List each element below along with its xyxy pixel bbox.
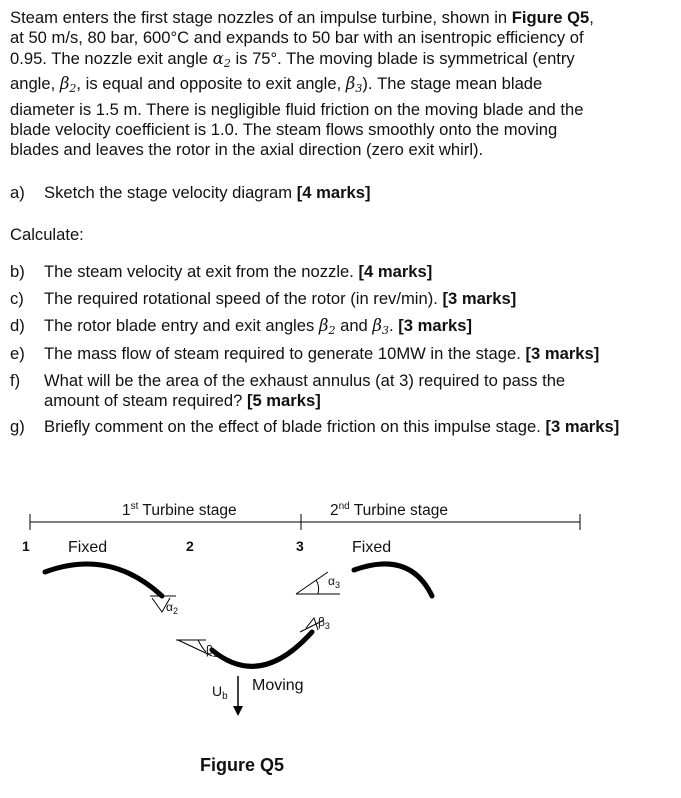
station-3: 3 (296, 538, 304, 554)
station-2: 2 (186, 538, 194, 554)
question-a: a) Sketch the stage velocity diagram [4 marks] (10, 183, 371, 202)
alpha3-label: $\alpha_3$ (328, 574, 340, 590)
question-b: b) The steam velocity at exit from the nozzle. [4 marks] (10, 262, 433, 281)
figure-reference: Figure Q5 (511, 8, 590, 27)
alpha3-line (296, 572, 328, 594)
question-d: d) The rotor blade entry and exit angles $\beta_2$ and $\beta_3$. [3 marks] (10, 316, 473, 337)
nozzle-blade-1 (45, 564, 162, 596)
arrow-head-icon (233, 706, 243, 716)
question-g: g) Briefly comment on the effect of blade friction on this impulse stage. [3 marks] (10, 417, 620, 436)
station-1: 1 (22, 538, 30, 554)
stage-2-label: 2nd Turbine stage (330, 501, 448, 519)
nozzle-blade-2 (354, 564, 432, 596)
moving-label: Moving (252, 677, 304, 694)
question-e: e) The mass flow of steam required to generate 10MW in the stage. [3 marks] (10, 344, 600, 363)
calculate-heading: Calculate: (10, 225, 84, 244)
figure-caption: Figure Q5 (200, 755, 285, 775)
beta2-symbol: $\beta_2$ (59, 74, 77, 96)
question-c: c) The required rotational speed of the rotor (in rev/min). [3 marks] (10, 289, 517, 308)
stage-1-label: 1st Turbine stage (122, 501, 237, 519)
alpha2-symbol: $\alpha_2$ (212, 48, 231, 70)
beta3-symbol: $\beta_3$ (372, 316, 389, 337)
alpha3-arc (316, 580, 319, 594)
fixed-label-1: Fixed (68, 539, 108, 556)
ub-label: $U_b$ (212, 683, 228, 702)
beta2-symbol: $\beta_2$ (318, 316, 336, 337)
alpha2-label: $\alpha_2$ (166, 600, 178, 616)
beta3-label: $\beta_3$ (318, 615, 330, 631)
fixed-label-2: Fixed (352, 539, 392, 556)
beta2-label: $\beta_2$ (206, 643, 218, 659)
question-f-cont: amount of steam required? [5 marks] (44, 391, 321, 410)
figure-q5 (0, 490, 681, 790)
moving-blade (212, 632, 312, 666)
question-f: f) What will be the area of the exhaust annulus (at 3) required to pass the (10, 371, 566, 390)
problem-statement: Steam enters the first stage nozzles of an impulse turbine, shown in Figure Q5, at 50 m/s, 80 bar, 600°C and expands to 50 bar with an isentropic efficiency of 0.95. The nozzle exit angle $\alpha_2$ is 75°. The moving blade is symmetrical (entry angle, $\beta_2$, is equal and opposite to exit angle, $\beta_3$). The stage mean blade diameter is 1.5 m. There is negligible fluid friction on the moving blade and the blade velocity coefficient is 1.0. The steam flows smoothly onto the moving blades and leaves the rotor in the axial direction (zero exit whirl). (10, 8, 594, 160)
beta3-symbol: $\beta_3$ (345, 74, 363, 96)
